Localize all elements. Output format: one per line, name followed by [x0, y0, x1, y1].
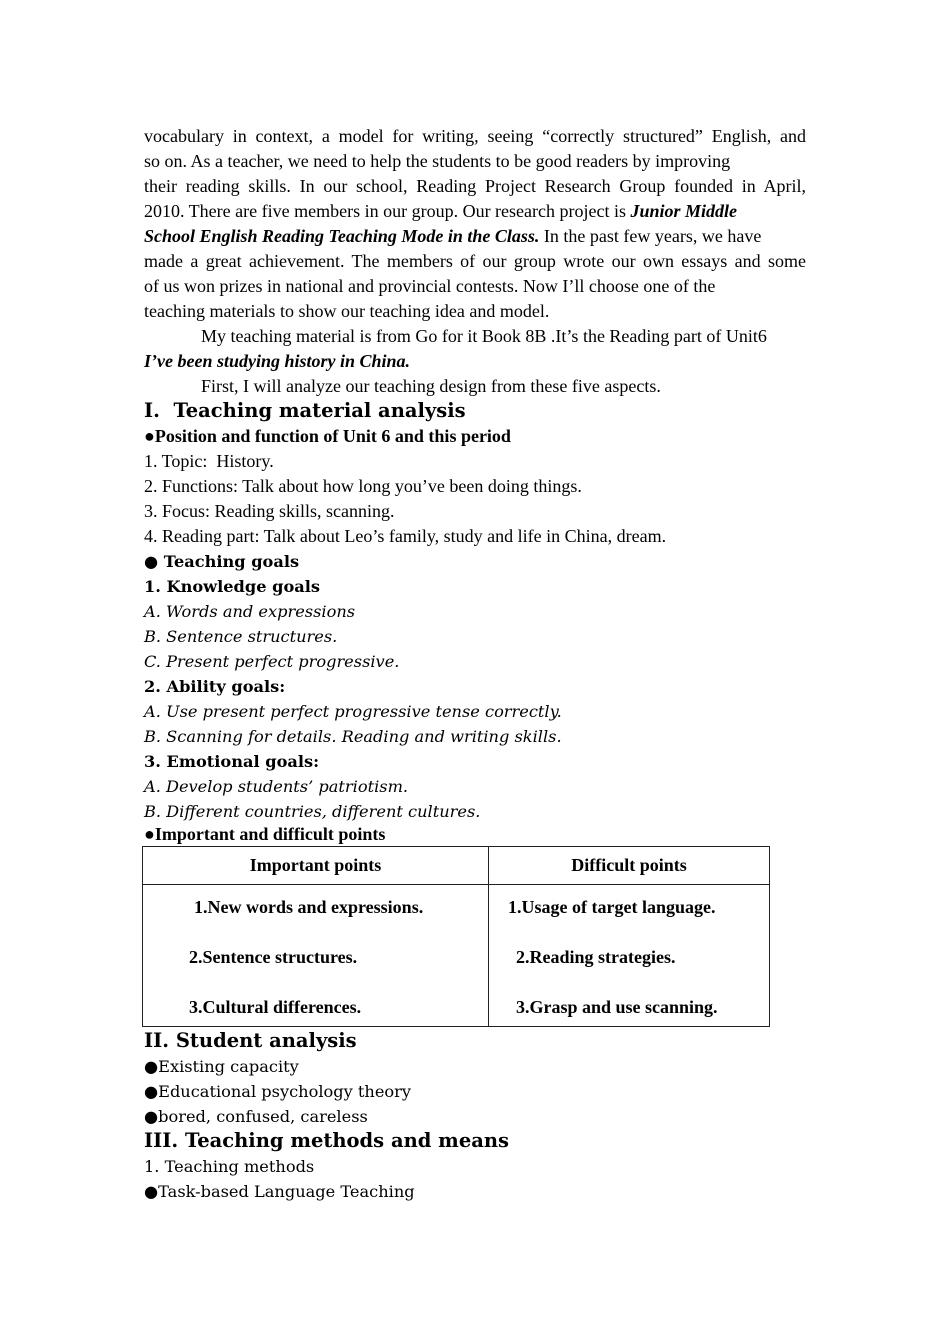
intro-line-6: made a great achievement. The members of our group wrote our own essays and some: [144, 251, 806, 271]
points-table: [142, 846, 770, 1027]
position-item: 3. Focus: Reading skills, scanning.: [144, 501, 395, 521]
ability-goals-heading: 2. Ability goals:: [144, 677, 286, 696]
student-item: ●bored, confused, careless: [144, 1107, 368, 1126]
emotional-item: A. Develop students’ patriotism.: [144, 777, 409, 796]
intro-line-7: of us won prizes in national and provincial contests. Now I’ll choose one of the: [144, 276, 716, 296]
unit-title: I’ve been studying history in China.: [144, 351, 411, 371]
intro-line-4: [144, 199, 737, 224]
intro-line-2: so on. As a teacher, we need to help the students to be good readers by improving: [144, 151, 731, 171]
important-point: 1.New words and expressions.: [194, 897, 424, 917]
student-item: ●Educational psychology theory: [144, 1082, 412, 1101]
table-header-row: [143, 847, 770, 885]
intro-line-1: vocabulary in context, a model for writing, seeing “correctly structured” English, and: [144, 126, 806, 146]
difficult-points-cell: [489, 885, 770, 1027]
project-title-end: School English Reading Teaching Mode in the Class.: [144, 226, 540, 246]
important-point: 2.Sentence structures.: [189, 947, 358, 967]
important-points-cell: [143, 885, 489, 1027]
teaching-goals-heading: ● Teaching goals: [144, 552, 300, 571]
section-3-heading: III. Teaching methods and means: [144, 1129, 510, 1152]
section-1-heading: I. Teaching material analysis: [144, 399, 466, 422]
intro-line-5: [144, 224, 761, 249]
student-item: ●Existing capacity: [144, 1057, 299, 1076]
section-2-heading: II. Student analysis: [144, 1029, 357, 1052]
position-item: 4. Reading part: Talk about Leo’s family, study and life in China, dream.: [144, 526, 667, 546]
difficult-point: 3.Grasp and use scanning.: [516, 997, 718, 1017]
project-title-start: Junior Middle: [630, 201, 738, 221]
ability-item: B. Scanning for details. Reading and writing skills.: [144, 727, 562, 746]
intro-line-8: teaching materials to show our teaching idea and model.: [144, 301, 550, 321]
material-line: My teaching material is from Go for it Book 8B .It’s the Reading part of Unit6: [201, 326, 767, 346]
important-points-header: Important points: [143, 847, 489, 885]
intro-line-3: their reading skills. In our school, Reading Project Research Group founded in April,: [144, 176, 806, 196]
knowledge-goals-heading: 1. Knowledge goals: [144, 577, 320, 596]
emotional-item: B. Different countries, different cultures.: [144, 802, 481, 821]
points-heading: ●Important and difficult points: [144, 824, 386, 844]
knowledge-item: C. Present perfect progressive.: [144, 652, 400, 671]
difficult-point: 2.Reading strategies.: [516, 947, 676, 967]
position-heading: ●Position and function of Unit 6 and this period: [144, 426, 511, 446]
position-item: 1. Topic: History.: [144, 451, 274, 471]
methods-subheading: 1. Teaching methods: [144, 1157, 315, 1176]
important-point: 3.Cultural differences.: [189, 997, 362, 1017]
position-item: 2. Functions: Talk about how long you’ve been doing things.: [144, 476, 582, 496]
intro-text: In the past few years, we have: [539, 226, 762, 246]
knowledge-item: A. Words and expressions: [144, 602, 356, 621]
difficult-points-header: Difficult points: [489, 847, 770, 885]
aspects-line: First, I will analyze our teaching design from these five aspects.: [201, 376, 661, 396]
ability-item: A. Use present perfect progressive tense correctly.: [144, 702, 562, 721]
table-row: [143, 885, 770, 1027]
emotional-goals-heading: 3. Emotional goals:: [144, 752, 320, 771]
method-item: ●Task-based Language Teaching: [144, 1182, 415, 1201]
intro-text: 2010. There are five members in our group. Our research project is: [144, 201, 631, 221]
difficult-point: 1.Usage of target language.: [508, 897, 716, 917]
knowledge-item: B. Sentence structures.: [144, 627, 338, 646]
